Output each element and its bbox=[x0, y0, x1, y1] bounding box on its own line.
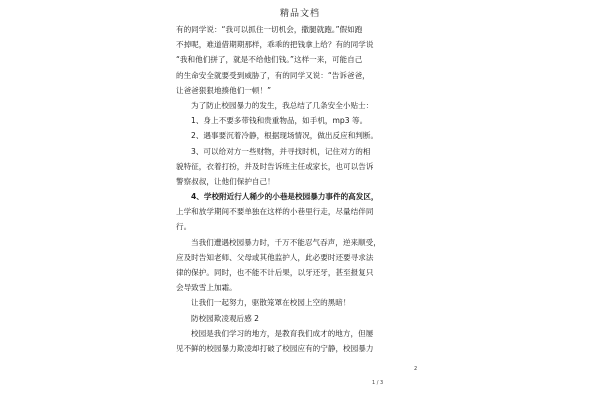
list-item: 3、可以给对方一些财物，并寻找时机，记住对方的相 bbox=[191, 146, 371, 156]
text-line: 警察叔叔，让他们保护自己！ bbox=[176, 176, 275, 186]
text-line: 有的同学说：“我可以抓住一切机会，撒腿就跑。”假如跑 bbox=[176, 25, 363, 34]
list-item: 4、学校附近行人稀少的小巷是校园暴力事件的高发区， bbox=[191, 192, 379, 202]
text-line: 当我们遭遇校园暴力时，千万不能忍气吞声，逆来顺受， bbox=[191, 237, 381, 247]
section-heading: 防校园欺凌观后感 2 bbox=[191, 313, 259, 323]
page-number: 1 / 3 bbox=[372, 380, 384, 386]
list-item: 2、遇事要沉着冷静，根据现场情况，做出反应和判断。 bbox=[191, 131, 379, 141]
text-line: 校园是我们学习的地方，是教育我们成才的地方，但屡 bbox=[191, 328, 374, 338]
text-line: 会导致雪上加霜。 bbox=[176, 283, 237, 293]
page-header-title: 精品文档 bbox=[279, 9, 320, 19]
text-line: 不掉呢，难道借期期那样，乖乖的把钱拿上给？有的同学说 bbox=[176, 40, 374, 50]
text-line: 上学和放学期间不要单独在这样的小巷里行走，尽量结伴同 bbox=[176, 207, 374, 217]
text-line: 行。 bbox=[176, 222, 192, 232]
list-item: 1、身上不要多带钱和贵重物品，如手机，mp3 等。 bbox=[191, 116, 368, 126]
text-line: 貌特征，衣着打扮，并及时告诉班主任或家长，也可以告诉 bbox=[176, 161, 374, 171]
text-line: 的生命安全就要受到威胁了，有的同学又说：“告诉爸爸， bbox=[176, 70, 370, 80]
text-line: 为了防止校园暴力的发生，我总结了几条安全小贴士： bbox=[191, 100, 374, 110]
text-line: 律的保护。同时，也不能不计后果，以牙还牙，甚至报复只 bbox=[176, 268, 374, 277]
text-line: 让我们一起努力，驱散笼罩在校园上空的黑暗！ bbox=[191, 298, 351, 308]
text-line: 让爸爸狠狠地揍他们一顿！” bbox=[176, 85, 272, 95]
corner-mark: 2 bbox=[414, 366, 418, 372]
text-line: 见不鲜的校园暴力欺凌却打破了校园应有的宁静，校园暴力 bbox=[176, 343, 374, 353]
document-body bbox=[176, 22, 416, 356]
text-line: “我和他们拼了，就是不给他们钱。”这样一来，可能自己 bbox=[176, 55, 363, 65]
text-line: 应及时告知老师、父母或其他监护人，此必要时还要寻求法 bbox=[176, 252, 374, 262]
